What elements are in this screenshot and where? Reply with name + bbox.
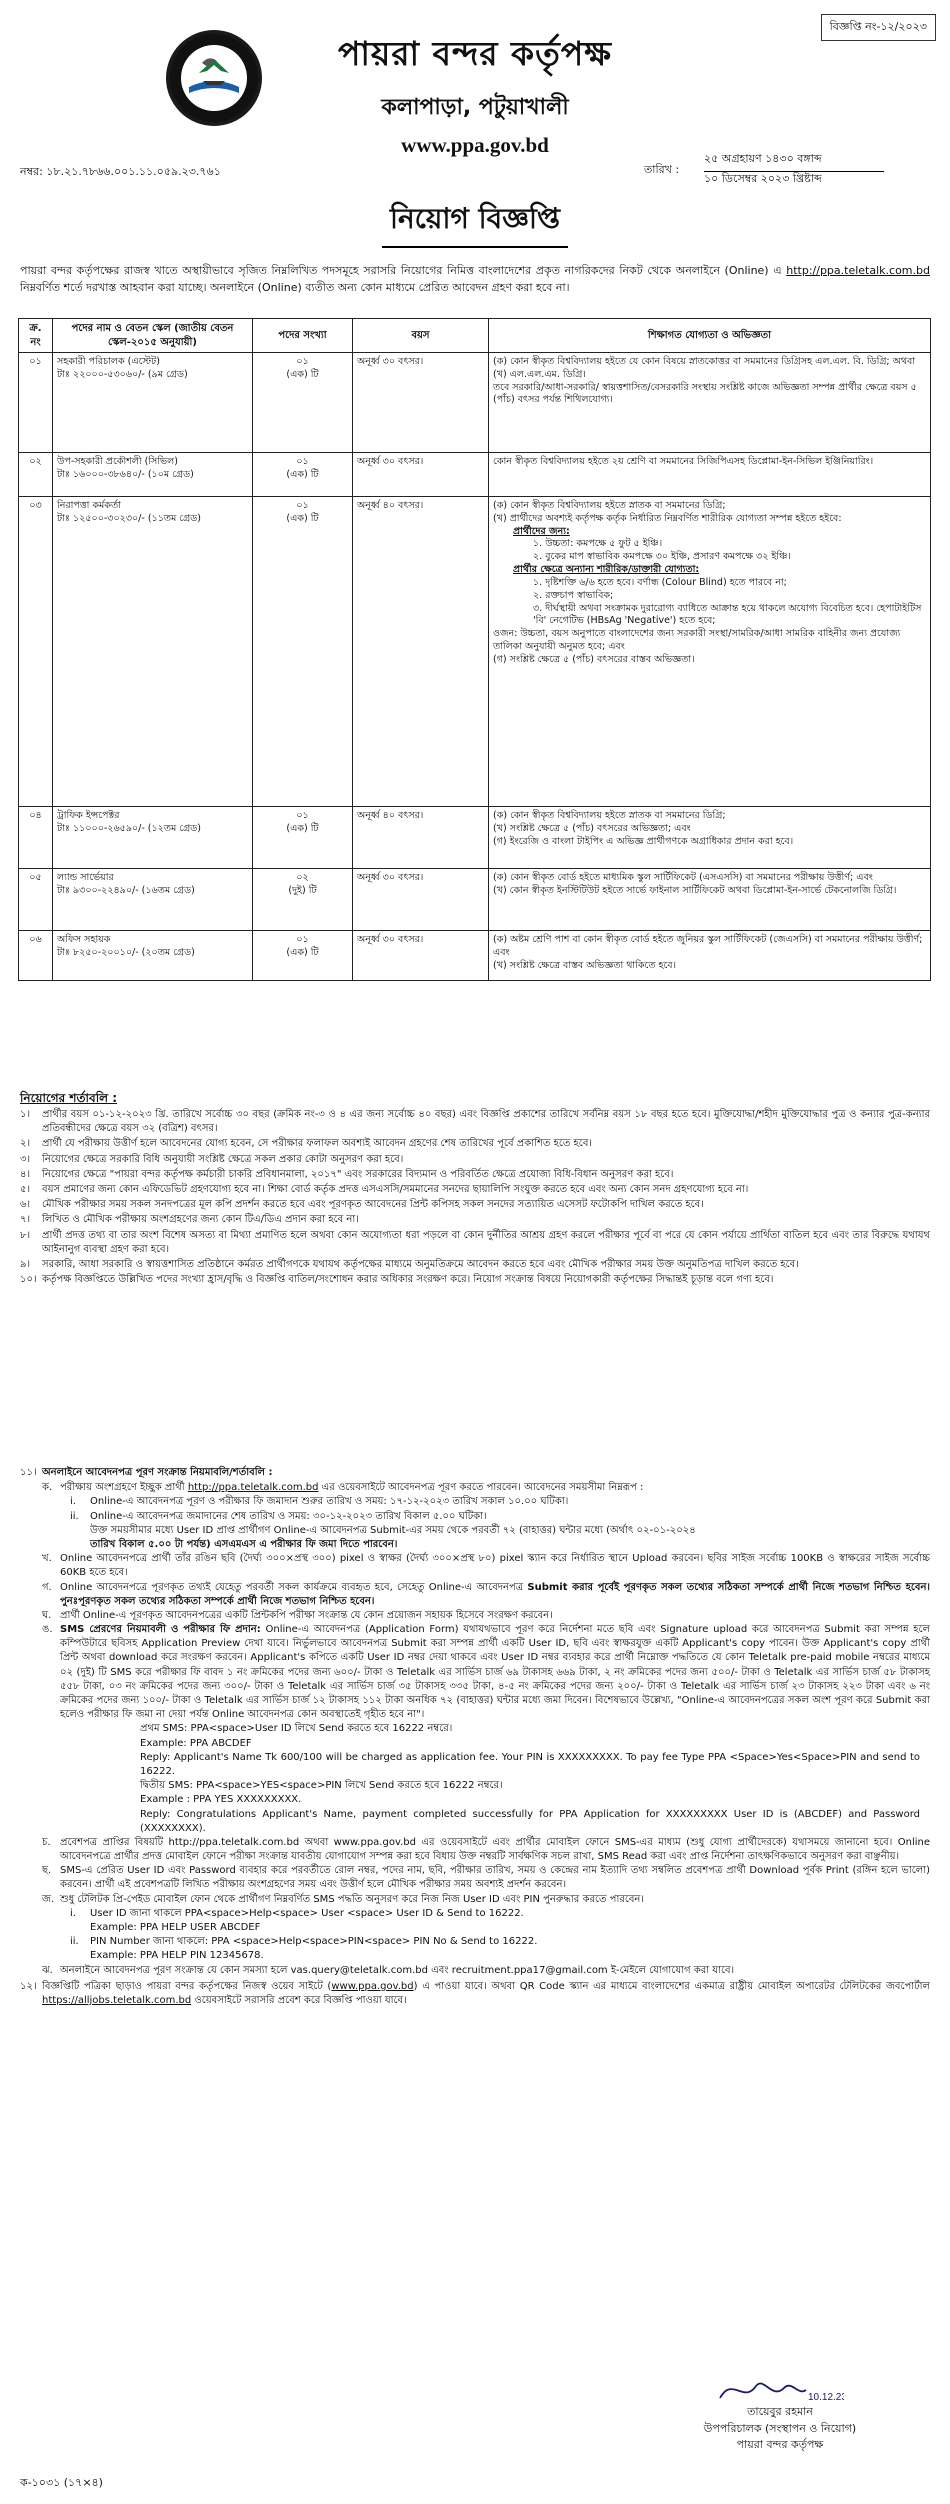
item-text: শুধু টেলিটক প্রি-পেইড মোবাইল ফোন থেকে প্রার্থীগণ নিম্নবর্ণিত SMS পদ্ধতি অনুসরণ করে নিজ নিজ User ID এবং PIN পুনরুদ্ধার করতে পারবেন। (60, 1893, 644, 1905)
org-title: পায়রা বন্দর কর্তৃপক্ষ (337, 34, 613, 73)
post-scale: টাঃ ১১০০০-২৬৫৯০/- (১২তম গ্রেড) (57, 822, 201, 834)
post-count: ০১ (296, 934, 309, 945)
item-letter: ক. (42, 1482, 53, 1494)
term-number: ১। (20, 1109, 31, 1120)
term-text: প্রার্থী যে পরীক্ষায় উত্তীর্ণ হলে আবেদনের যোগ্য হবেন, সে পরীক্ষার ফলাফল অবশ্যই আবেদন গ্রহণের শেষ তারিখের পূর্বে প্রকাশিত হতে হবে। (42, 1138, 592, 1150)
online-subitem (20, 1495, 930, 1509)
item-roman: i. (70, 1907, 76, 1919)
qual-line: (খ) সংশ্লিষ্ট ক্ষেত্রে ৫ (পাঁচ) বৎসরের অভিজ্ঞতা; এবং (493, 822, 691, 834)
online-item (20, 1609, 930, 1623)
row-age: অনূর্ধ্ব ৪০ বৎসর। (353, 497, 489, 807)
table-row (19, 869, 931, 931)
term-number: ৯। (20, 1258, 31, 1270)
sms-second-label: দ্বিতীয় SMS: PPA<space>YES<space>PIN লিখে Send করতে হবে 16222 নম্বরে। (140, 1780, 503, 1792)
term-number: ৭। (20, 1214, 31, 1226)
term-item (20, 1213, 930, 1227)
term-text: প্রার্থী প্রদত্ত তথ্য বা তার অংশ বিশেষ অসত্য বা মিথ্যা প্রমাণিত হলে অথবা কোন অযোগ্যতা ধরা পড়লে বা কোন দুর্নীতির আশ্রয় গ্রহণ করলে পরীক্ষার পূর্বে বা পরে যে কোন পর্যায়ে প্রার্থিতা বাতিল হবে এবং তার বিরুদ্ধে যথাযথ আইনানুগ ব্যবস্থা গ্রহণ করা হবে। (42, 1229, 930, 1255)
item-letter: ঙ. (42, 1624, 53, 1636)
term-text: বয়স প্রমাণের জন্য কোন এফিডেভিট গ্রহণযোগ্য হবে না। শিক্ষা বোর্ড কর্তৃক প্রদত্ত এসএসসি/সমমানের সনদের ছায়ালিপি সংযুক্ত করতে হবে এবং অন্য কোন সনদ গ্রহণযোগ্য হবে না। (42, 1183, 749, 1195)
online-subitem-example: Example: PPA HELP PIN 12345678. (90, 1950, 264, 1962)
item-text: Online-এ আবেদনপত্র (Application Form) যথাযথভাবে পূরণ করে নির্দেশনা মতে ছবি এবং Signature upload করে আবেদনপত্র Submit করা সম্পন্ন হলে কম্পিউটারে ছবিসহ Application Preview দেখা যাবে। নির্ভুলভাবে আবেদনপত্র Submit করা সম্পন্ন প্রার্থী একটি User ID, ছবি এবং স্বাক্ষরযুক্ত একটি Applicant's copy পাবেন। উক্ত Applicant's copy প্রার্থী প্রিন্ট অথবা download করে সংরক্ষণ করবেন। Applicant's কপিতে একটি User ID নম্বর দেয়া থাকবে এবং User ID নম্বর ব্যবহার করে প্রার্থী নিম্নোক্ত পদ্ধতিতে যে কোন Teletalk pre-paid mobile নম্বরের মাধ্যমে ০২ (দুই) টি SMS করে পরীক্ষার ফি বাবদ ১ নং ক্রমিকের পদের জন্য ৬০০/- টাকা ও Teletalk এর সার্ভিস চার্জ ৬৯ টাকাসহ ৬৬৯ টাকা, ২ নং ক্রমিকের পদের জন্য ৫০০/- টাকা ও Teletalk এর সার্ভিস চার্জ ৫৮ টাকাসহ ৫৫৮ টাকা, ০৩ নং ক্রমিকের পদের জন্য ৩০০/- টাকা ও Teletalk এর সার্ভিস চার্জ ৩৫ টাকাসহ ৩৩৫ টাকা, ৪-৫ নং ক্রমিকের পদের জন্য ২০০/- টাকা ও Teletalk এর সার্ভিস চার্জ ২৩ টাকাসহ ২২৩ টাকা এবং ৬ নং ক্রমিকের পদের জন্য ১০০/- টাকা ও Teletalk এর সার্ভিস চার্জ ১২ টাকাসহ ১১২ টাকা অনধিক ৭২ (বাহাত্তর) ঘন্টার মধ্যে জমা দিবেন। বিশেষভাবে উল্লেখ্য, "Online-এ আবেদনপত্রের সকল অংশ পূরণ করে Submit করা হলেও পরীক্ষার ফি জমা না দেয়া পর্যন্ত Online আবেদনপত্র কোন অবস্থাতেই গৃহীত হবে না"। (60, 1624, 930, 1721)
intro-text-2: নিম্নবর্ণিত শর্তে দরখাস্ত আহবান করা যাচ্ছে। অনলাইনে (Online) ব্যতীত অন্য কোন মাধ্যমে প্রেরিত আবেদন গ্রহণ করা হবে না। (20, 281, 570, 295)
item-text: এর ওয়েবসাইটে আবেদনপত্র পূরণ করতে পারবেন। আবেদনের সময়সীমা নিম্নরূপ : (318, 1482, 644, 1494)
term-text: সরকারি, আধা সরকারি ও স্বায়ত্তশাসিত প্রতিষ্ঠানে কর্মরত প্রার্থীগণকে যথাযথ কর্তৃপক্ষের মাধ্যমে অনুমতিক্রমে আবেদন করতে হবে এবং মৌখিক পরীক্ষার সময় উক্ত অনুমতিপত্র দাখিল করতে হবে। (42, 1258, 799, 1270)
online-item (20, 1836, 930, 1864)
notice-heading (0, 197, 950, 248)
post-name: অফিস সহায়ক (57, 934, 111, 945)
ppa-website-link[interactable]: www.ppa.gov.bd (331, 1980, 414, 1992)
item-roman: ii. (70, 1510, 79, 1522)
notice-title: নিয়োগ বিজ্ঞপ্তি (382, 197, 568, 248)
qual-line: ওজন: উচ্চতা, বয়স অনুপাতে বাংলাদেশের জন্য সরকারী সংস্থা/সামরিক/আধা সামরিক বাহিনীর জন্য প্রযোজ্য তালিকা অনুযায়ী অনুমত হবে; এবং (493, 628, 901, 652)
row-age: অনূর্ধ্ব ৩০ বৎসর। (353, 869, 489, 931)
term-number: ১১। (20, 1467, 37, 1478)
row-post (53, 453, 253, 497)
qual-line: (খ) সংশ্লিষ্ট ক্ষেত্রে বাস্তব অভিজ্ঞতা থাকিতে হবে। (493, 959, 676, 971)
qual-line: (ক) কোন স্বীকৃত বিশ্ববিদ্যালয় হইতে স্নাতক বা সমমানের ডিগ্রি; (493, 810, 726, 821)
post-count-word: (দুই) টি (288, 884, 317, 896)
intro-link[interactable]: http://ppa.teletalk.com.bd (786, 264, 930, 277)
qual-line: ২. রক্তচাপ স্বাভাবিক; (533, 589, 614, 601)
term-number: ৩। (20, 1153, 31, 1165)
post-scale: টাঃ ২২০০০-৫৩০৬০/- (৯ম গ্রেড) (57, 368, 188, 380)
online-subitem-note (20, 1524, 930, 1538)
row-sl: ০৩ (19, 497, 53, 807)
row-age: অনূর্ধ্ব ৩০ বৎসর। (353, 353, 489, 453)
qual-line: (গ) সংশ্লিষ্ট ক্ষেত্রে ৫ (পাঁচ) বৎসরের বাস্তব অভিজ্ঞতা। (493, 653, 695, 665)
post-name: ট্রাফিক ইন্সপেক্টর (57, 810, 120, 821)
row-qualification (489, 807, 931, 869)
term-number: ৪। (20, 1168, 31, 1180)
post-count-word: (এক) টি (286, 946, 319, 958)
row-sl: ০৬ (19, 931, 53, 981)
item-text: Online-এ আবেদনপত্র জমাদানের শেষ তারিখ ও সময়: ৩০-১২-২০২৩ তারিখ বিকাল ৫.০০ ঘটিকা। (90, 1510, 487, 1522)
header (0, 28, 950, 158)
term-text: নিয়োগের ক্ষেত্রে সরকারি বিধি অনুযায়ী সংশ্লিষ্ট ক্ষেত্রে সকল প্রকার কোটা অনুসরণ করা হবে। (42, 1153, 404, 1165)
item-text: PIN Number জানা থাকলে: PPA <space>Help<space>PIN<space> PIN No & Send to 16222. (90, 1936, 538, 1948)
post-count-word: (এক) টি (286, 512, 319, 524)
notice-reference-badge: বিজ্ঞপ্তি নং-১২/২০২৩ (821, 14, 936, 41)
online-item (20, 1893, 930, 1907)
col-header-post: পদের নাম ও বেতন স্কেল (জাতীয় বেতন স্কেল-২০১৫ অনুযায়ী) (53, 319, 253, 353)
term-item (20, 1229, 930, 1257)
qual-line: ১. উচ্চতা: কমপক্ষে ৫ ফুট ৫ ইঞ্চি। (533, 538, 663, 550)
qual-subheading: প্রার্থীদের জন্য: (513, 525, 570, 537)
post-count: ০১ (296, 810, 309, 821)
item-text: Online-এ আবেদনপত্র পূরণ ও পরীক্ষার ফি জমাদান শুরুর তারিখ ও সময়: ১৭-১২-২০২৩ তারিখ সকাল ১০.০০ ঘটিকা। (90, 1496, 569, 1508)
row-post (53, 931, 253, 981)
item-text: উক্ত সময়সীমার মধ্যে User ID প্রাপ্ত প্রার্থীগণ Online-এ আবেদনপত্র Submit-এর সময় থেকে পরবর্তী ৭২ (বাহাত্তর) ঘন্টার মধ্যে (অর্থাৎ ০২-০১-২০২৪ (90, 1524, 696, 1536)
row-count (253, 353, 353, 453)
row-qualification (489, 353, 931, 453)
item-roman: i. (70, 1496, 76, 1508)
row-count (253, 869, 353, 931)
post-scale: টাঃ ১২৫০০-৩০২৩০/- (১১তম গ্রেড) (57, 512, 201, 524)
intro-text-1: পায়রা বন্দর কর্তৃপক্ষের রাজস্ব খাতে অস্থায়ীভাবে সৃজিত নিম্নলিখিত পদসমূহে সরাসরি নিয়োগের নিমিত্ত বাংলাদেশের প্রকৃত নাগরিকদের নিকট থেকে অনলাইনে (Online) এ (20, 264, 787, 277)
post-count: ০২ (296, 872, 309, 883)
col-header-qualification: শিক্ষাগত যোগ্যতা ও অভিজ্ঞতা (489, 319, 931, 353)
table-row (19, 453, 931, 497)
terms-title: নিয়োগের শর্তাবলি : (20, 1091, 118, 1105)
online-item (20, 1581, 930, 1609)
footer-code: ক-১০৩১ (১৭×৪) (20, 2476, 103, 2489)
col-header-sl: ক্র. নং (19, 319, 53, 353)
post-count-word: (এক) টি (286, 468, 319, 480)
qual-line: ২. বুকের মাপ স্বাভাবিক কমপক্ষে ৩০ ইঞ্চি, প্রসারণ কমপক্ষে ৩২ ইঞ্চি। (533, 551, 791, 563)
intro-paragraph (20, 262, 930, 296)
row-age: অনূর্ধ্ব ৪০ বৎসর। (353, 807, 489, 869)
sms-first-reply: Reply: Applicant's Name Tk 600/100 will be charged as application fee. Your PIN is XXXXXXXXX. To pay fee Type PPA <Space>Yes<Space>PIN and send to 16222. (140, 1751, 920, 1777)
org-location: কলাপাড়া, পটুয়াখালী (381, 95, 569, 120)
table-header-row (19, 319, 931, 353)
row-post (53, 353, 253, 453)
item-letter: ঘ. (42, 1609, 52, 1621)
online-item (20, 1864, 930, 1892)
online-item (20, 1623, 930, 1722)
post-name: উপ-সহকারী প্রকৌশলী (সিভিল) (57, 456, 178, 467)
row-post (53, 807, 253, 869)
term-text: কর্তৃপক্ষ বিজ্ঞপ্তিতে উল্লিখিত পদের সংখ্যা হ্রাস/বৃদ্ধি ও বিজ্ঞপ্তি বাতিল/সংশোধন করার অধিকার সংরক্ষণ করে। নিয়োগ সংক্রান্ত বিষয়ে নিয়োগকারী কর্তৃপক্ষের সিদ্ধান্তই চূড়ান্ত বলে গণ্য হবে। (42, 1274, 774, 1286)
date-gregorian: ১০ ডিসেম্বর ২০২৩ খ্রিষ্টাব্দ (704, 172, 822, 185)
item-letter: জ. (42, 1893, 55, 1905)
online-item (20, 1552, 930, 1580)
table-row (19, 807, 931, 869)
item-text: প্রবেশপত্র প্রাপ্তির বিষয়টি http://ppa.teletalk.com.bd অথবা www.ppa.gov.bd এর ওয়েবসাইটে এবং প্রার্থীর মোবাইল ফোনে SMS-এর মাধ্যম (শুধু যোগ্য প্রার্থীদেরকে) যথাসময়ে জানানো হবে। Online আবেদনপত্রে প্রার্থীর প্রদত্ত মোবাইল ফোনে পরীক্ষা সংক্রান্ত যাবতীয় যোগাযোগ সম্পন্ন করা হবে বিধায় উক্ত নম্বরটি সার্বক্ষণিক সচল রাখা, SMS Read করা এবং প্রাপ্ত নির্দেশনা তাৎক্ষণিকভাবে অনুসরণ করা বাঞ্ছনীয়। (60, 1836, 930, 1863)
term-item (20, 1153, 930, 1167)
qual-line: ১. দৃষ্টিশক্তি ৬/৬ হতে হবে। বর্ণান্ধ (Colour Blind) হতে পারবে না; (533, 576, 787, 588)
signature-date: 10.12.23 (808, 2392, 844, 2403)
online-subitem (20, 1935, 930, 1949)
term-item (20, 1183, 930, 1197)
item-letter: খ. (42, 1553, 52, 1565)
item-text-bold: Submit করার পূর্বেই পূরণকৃত সকল তথ্যের সঠিকতা সম্পর্কে প্রার্থী নিজে শতভাগ নিশ্চিত হবেন। পুনঃপূরণকৃত সকল তথ্যের সঠিকতা সম্পর্কে প্রার্থী নিজে শতভাগ নিশ্চিত হবেন। (60, 1581, 930, 1607)
item-roman: ii. (70, 1936, 79, 1948)
row-age: অনূর্ধ্ব ৩০ বৎসর। (353, 931, 489, 981)
online-title: অনলাইনে আবেদনপত্র পূরণ সংক্রান্ত নিয়মাবলি/শর্তাবলি : (42, 1467, 273, 1478)
qual-subheading: প্রার্থীর ক্ষেত্রে অন্যান্য শারীরিক/ডাক্তারী যোগ্যতা: (513, 564, 700, 576)
post-count: ০১ (296, 500, 309, 511)
post-scale: টাঃ ৮২৫০-২০০১০/- (২০তম গ্রেড) (57, 946, 195, 958)
term-text: বিজ্ঞপ্তিটি পত্রিকা ছাড়াও পায়রা বন্দর কর্তৃপক্ষের নিজস্ব ওয়েব সাইটে ( (42, 1980, 332, 1992)
qual-line: ৩. দীর্ঘস্থায়ী অথবা সংক্রামক দুরারোগ্য ব্যাধিতে আক্রান্ত হয়ে থাকলে অযোগ্য বিবেচিত হবে। হেপাটাইটিস 'বি' নেগেটিভ (HBsAg 'Negative') হতে হবে; (533, 602, 922, 627)
term-text: ওয়েবসাইটে সরাসরি প্রবেশ করে বিজ্ঞপ্তি পাওয়া যাবে। (191, 1994, 407, 2006)
term-number: ১০। (20, 1274, 37, 1286)
post-name: সহকারী পরিচালক (এস্টেট) (57, 356, 160, 367)
qual-line: (ক) অষ্টম শ্রেণি পাশ বা কোন স্বীকৃত বোর্ড হইতে জুনিয়র স্কুল সার্টিফিকেট (জেএসসি) বা সমমানের পরীক্ষায় উত্তীর্ণ; এবং (493, 934, 923, 958)
term-text: ) এ পাওয়া যাবে। অথবা QR Code স্ক্যান এর মাধ্যমে বাংলাদেশের একমাত্র রাষ্ট্রীয় মোবাইল অপারেটর টেলিটকের জবপোর্টাল (413, 1980, 931, 1992)
post-scale: টাঃ ৯৩০০-২২৪৯০/- (১৬তম গ্রেড) (57, 884, 195, 896)
terms-list (20, 1108, 930, 1288)
online-subitem-note (20, 1538, 930, 1552)
qual-line: তবে সরকারি/আধা-সরকারি/ স্বায়ত্তশাসিত/বেসরকারি সংস্থায় সংশ্লিষ্ট কাজে অভিজ্ঞতা সম্পন্ন প্রার্থীর ক্ষেত্রে বয়স ৫ (পাঁচ) বৎসর পর্যন্ত শিথিলযোগ্য। (493, 381, 917, 406)
row-post (53, 869, 253, 931)
online-subitem (20, 1510, 930, 1524)
signature-block (690, 2404, 870, 2454)
qual-line: (খ) এল.এল.এম. ডিগ্রি। (493, 368, 586, 380)
table-row (19, 353, 931, 453)
term-item (20, 1168, 930, 1182)
online-item (20, 1481, 930, 1495)
sms-second-reply: Reply: Congratulations Applicant's Name, payment completed successfully for PPA Application for XXXXXXXXX User ID is (ABCDEF) and Password (XXXXXXXX). (140, 1808, 920, 1834)
post-name: ল্যান্ড সার্ভেয়ার (57, 872, 114, 883)
item-letter: গ. (42, 1581, 52, 1593)
item-letter: ঝ. (42, 1964, 53, 1976)
sms-first-example: Example: PPA ABCDEF (140, 1737, 252, 1749)
qual-line: (খ) প্রার্থীদের অবশ্যই কর্তৃপক্ষ কর্তৃক নির্ধারিত নিম্নবর্ণিত শারীরিক যোগ্যতা সম্পন্ন হইতে হইবে: (493, 512, 842, 524)
item-letter: ছ. (42, 1865, 52, 1877)
term-item (20, 1273, 930, 1287)
qual-line: (খ) কোন স্বীকৃত ইনস্টিটিউট হইতে সার্ভে ফাইনাল সার্টিফিকেট অথবা ডিপ্লোমা-ইন-সার্ভে টেকনোলজি ডিগ্রি। (493, 884, 897, 896)
row-qualification (489, 869, 931, 931)
post-count: ০১ (296, 456, 309, 467)
term-item (20, 1198, 930, 1212)
term-number: ৬। (20, 1199, 31, 1211)
post-scale: টাঃ ১৬০০০-৩৮৬৪০/- (১০ম গ্রেড) (57, 468, 194, 480)
post-count-word: (এক) টি (286, 822, 319, 834)
post-count: ০১ (296, 356, 309, 367)
item-text: User ID জানা থাকলে PPA<space>Help<space> User <space> User ID & Send to 16222. (90, 1907, 524, 1919)
item-text: Online আবেদনপত্রে পূরণকৃত তথ্যই যেহেতু পরবর্তী সকল কার্যক্রমে ব্যবহৃত হবে, সেহেতু Online-এ আবেদনপত্র (60, 1581, 528, 1593)
online-subitem-example: Example: PPA HELP USER ABCDEF (90, 1922, 261, 1933)
row-count (253, 931, 353, 981)
item-text: SMS-এ প্রেরিত User ID এবং Password ব্যবহার করে পরবর্তীতে রোল নম্বর, পদের নাম, ছবি, পরীক্ষার তারিখ, সময় ও কেন্দ্রের নাম ইত্যাদি তথ্য সম্বলিত প্রবেশপত্র প্রার্থী Download পূর্বক Print (রঙ্গিন হলে ভালো) করবেন। প্রার্থী এই প্রবেশপত্রটি লিখিত পরীক্ষায় অংশগ্রহণের সময় এবং উত্তীর্ণ হলে মৌখিক পরীক্ষার সময় অবশ্যই প্রদর্শন করবেন। (60, 1865, 930, 1891)
row-count (253, 453, 353, 497)
row-post (53, 497, 253, 807)
row-sl: ০১ (19, 353, 53, 453)
alljobs-link[interactable]: https://alljobs.teletalk.com.bd (42, 1994, 192, 2006)
item-text: পরীক্ষায় অংশগ্রহণে ইচ্ছুক প্রার্থী (60, 1482, 188, 1494)
row-qualification (489, 497, 931, 807)
post-count-word: (এক) টি (286, 368, 319, 380)
online-item (20, 1964, 930, 1978)
term-item (20, 1980, 930, 2008)
term-item (20, 1137, 930, 1151)
term-text: প্রার্থীর বয়স ০১-১২-২০২৩ খ্রি. তারিখে সর্বোচ্চ ৩০ বছর (ক্রমিক নং-৩ ও ৪ এর জন্য সর্বোচ্চ ৪০ বছর) এবং বিজ্ঞপ্তি প্রকাশের তারিখে সর্বনিম্ন বয়স ১৮ বছর হতে হবে। মুক্তিযোদ্ধা/শহীদ মুক্তিযোদ্ধার পুত্র ও কন্যার পুত্র-কন্যার প্রতিবন্ধীদের ক্ষেত্রে বয়স ৩২ (বত্রিশ) বৎসর। (42, 1109, 930, 1135)
item-text: প্রার্থী Online-এ পূরণকৃত আবেদনপত্রের একটি প্রিন্টকপি পরীক্ষা সংক্রান্ত যে কোন প্রয়োজন সহায়ক হিসেবে সংরক্ষণ করবেন। (60, 1609, 553, 1621)
qual-line: (ক) কোন স্বীকৃত বিশ্ববিদ্যালয় হইতে স্নাতক বা সমমানের ডিগ্রি; (493, 500, 726, 511)
qual-line: কোন স্বীকৃত বিশ্ববিদ্যালয় হইতে ২য় শ্রেণি বা সমমানের সিজিপিএসহ ডিপ্লোমা-ইন-সিভিল ইঞ্জিনিয়ারিং। (493, 456, 874, 467)
col-header-count: পদের সংখ্যা (253, 319, 353, 353)
signatory-org: পায়রা বন্দর কর্তৃপক্ষ (736, 2438, 824, 2451)
item-text: অনলাইনে আবেদনপত্র পূরণ সংক্রান্ত যে কোন সমস্যা হলে vas.query@teletalk.com.bd এবং recruitment.ppa17@gmail.com ই-মেইলে যোগাযোগ করা যাবে। (60, 1964, 735, 1976)
date-bangla: ২৫ অগ্রহায়ণ ১৪৩০ বঙ্গাব্দ (704, 150, 884, 172)
memo-number: নম্বর: ১৮.২১.৭৮৬৬.০০১.১১.০৫৯.২৩.৭৬১ (20, 165, 221, 178)
item-text: তারিখ বিকাল ৫.০০ টা পর্যন্ত) এসএমএস এ পরীক্ষার ফি জমা দিতে পারবেন। (90, 1538, 398, 1550)
item-text: Online আবেদনপত্রে প্রার্থী তাঁর রঙিন ছবি (দৈর্ঘ্য ৩০০×প্রস্থ ৩০০) pixel ও স্বাক্ষর (দৈর্ঘ্য ৩০০×প্রস্থ ৮০) pixel স্ক্যান করে নির্ধারিত স্থানে Upload করবেন। ছবির সাইজ সর্বোচ্চ 100KB ও স্বাক্ষরের সাইজ সর্বোচ্চ 60KB হতে হবে। (60, 1553, 930, 1579)
online-subitem (20, 1907, 930, 1921)
term-text: লিখিত ও মৌখিক পরীক্ষায় অংশগ্রহণের জন্য কোন টিএ/ডিএ প্রদান করা হবে না। (42, 1214, 359, 1226)
qual-line: (ক) কোন স্বীকৃত বোর্ড হইতে মাধ্যমিক স্কুল সার্টিফিকেট (এসএসসি) বা সমমানের পরীক্ষায় উত্তীর্ণ; এবং (493, 872, 873, 883)
signatory-name: তায়েবুর রহমান (747, 2405, 813, 2418)
term-item (20, 1258, 930, 1272)
col-header-age: বয়স (353, 319, 489, 353)
row-age: অনূর্ধ্ব ৩০ বৎসর। (353, 453, 489, 497)
row-qualification (489, 931, 931, 981)
term-item (20, 1108, 930, 1136)
table-row (19, 497, 931, 807)
term-text: নিয়োগের ক্ষেত্রে "পায়রা বন্দর কর্তৃপক্ষ কর্মচারী চাকরি প্রবিধানমালা, ২০১৭" এবং সরকারের বিদ্যমান ও পরিবর্তিত ক্ষেত্রে প্রযোজ্য বিধি-বিধান অনুসরণ করা হবে। (42, 1168, 674, 1180)
qual-line: (ক) কোন স্বীকৃত বিশ্ববিদ্যালয় হইতে যে কোন বিষয়ে স্নাতকোত্তর বা সমমানের ডিগ্রিসহ এল.এল. বি. ডিগ্রি; অথবা (493, 356, 916, 367)
date-label: তারিখ : (644, 163, 680, 176)
term-text: মৌখিক পরীক্ষার সময় সকল সনদপত্রের মূল কপি প্রদর্শন করতে হবে এবং পূরণকৃত আবেদনের প্রিন্ট কপিসহ সকল সনদের সত্যায়িত এসেসট ফটোকপি দাখিল করতে হবে। (42, 1199, 704, 1211)
posts-table (18, 318, 931, 981)
row-qualification (489, 453, 931, 497)
row-sl: ০৪ (19, 807, 53, 869)
online-instructions (20, 1466, 930, 2009)
sms-first-label: প্রথম SMS: PPA<space>User ID লিখে Send করতে হবে 16222 নম্বরে। (140, 1723, 453, 1735)
signatory-designation: উপপরিচালক (সংস্থাপন ও নিয়োগ) (703, 2421, 857, 2435)
term-number: ৮। (20, 1229, 31, 1241)
term-number: ৫। (20, 1183, 31, 1195)
row-count (253, 497, 353, 807)
sms-second-example: Example : PPA YES XXXXXXXXX. (140, 1794, 302, 1806)
org-website[interactable]: www.ppa.gov.bd (401, 133, 549, 157)
item-letter: চ. (42, 1836, 51, 1848)
table-row (19, 931, 931, 981)
row-sl: ০২ (19, 453, 53, 497)
term-item (20, 1466, 930, 1480)
term-number: ২। (20, 1138, 31, 1150)
post-name: নিরাপত্তা কর্মকর্তা (57, 500, 121, 511)
term-number: ১২। (20, 1980, 37, 1992)
teletalk-link[interactable]: http://ppa.teletalk.com.bd (187, 1482, 319, 1494)
row-sl: ০৫ (19, 869, 53, 931)
row-count (253, 807, 353, 869)
item-text-bold: SMS প্রেরণের নিয়মাবলী ও পরীক্ষার ফি প্রদান: (60, 1624, 261, 1636)
qual-line: (গ) ইংরেজি ও বাংলা টাইপিং এ অভিজ্ঞ প্রার্থীগণকে অগ্রাধিকার প্রদান করা হবে। (493, 835, 794, 847)
